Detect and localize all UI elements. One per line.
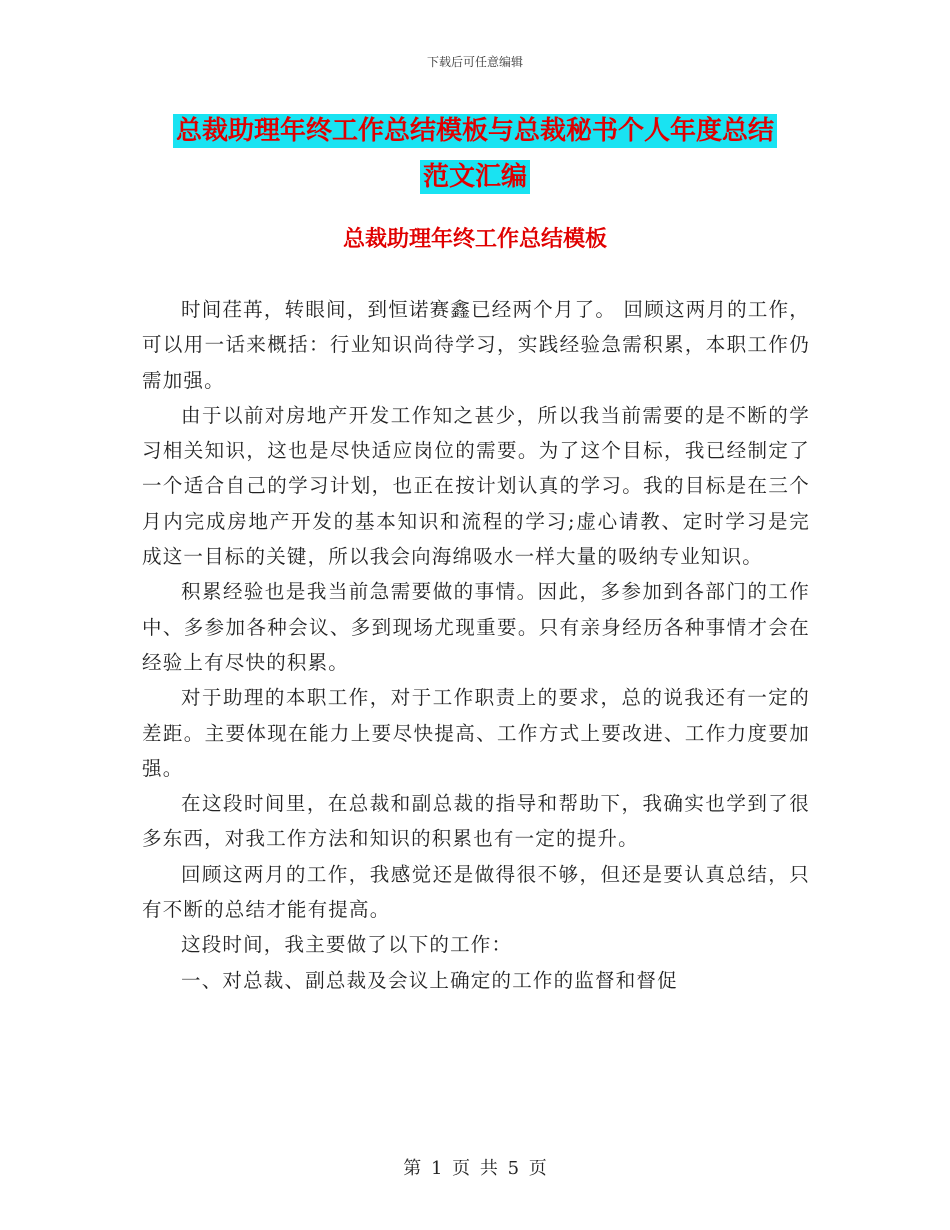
document-title <box>120 108 830 200</box>
section-title: 总裁助理年终工作总结模板 <box>342 227 607 252</box>
header-note: 下载后可任意编辑 <box>426 55 523 69</box>
title-line-1: 总裁助理年终工作总结模板与总裁秘书个人年度总结 <box>173 114 777 148</box>
document-body <box>142 292 810 998</box>
paragraph: 这段时间，我主要做了以下的工作： <box>181 933 513 957</box>
paragraph: 一、对总裁、副总裁及会议上确定的工作的监督和督促 <box>181 968 678 992</box>
paragraph: 积累经验也是我当前急需要做的事情。因此，多参加到各部门的工作中、多参加各种会议、多到现场尤现重要。只有亲身经历各种事情才会在经验上有尽快的积累。 <box>142 580 810 674</box>
paragraph: 在这段时间里，在总裁和副总裁的指导和帮助下，我确实也学到了很多东西，对我工作方法和知识的积累也有一定的提升。 <box>142 792 810 851</box>
paragraph: 回顾这两月的工作，我感觉还是做得很不够，但还是要认真总结，只有不断的总结才能有提高。 <box>142 862 810 922</box>
paragraph: 时间荏苒，转眼间，到恒诺赛鑫已经两个月了。 回顾这两月的工作，可以用一话来概括：行业知识尚待学习，实践经验急需积累，本职工作仍需加强。 <box>142 298 810 392</box>
paragraph: 对于助理的本职工作，对于工作职责上的要求，总的说我还有一定的差距。主要体现在能力上要尽快提高、工作方式上要改进、工作力度要加强。 <box>142 686 810 780</box>
page-footer: 第 1 页 共 5 页 <box>403 1158 547 1179</box>
paragraph: 由于以前对房地产开发工作知之甚少，所以我当前需要的是不断的学习相关知识，这也是尽快适应岗位的需要。为了这个目标，我已经制定了一个适合自己的学习计划，也正在按计划认真的学习。我的目标是在三个月内完成房地产开发的基本知识和流程的学习;虚心请教、定时学习是完成这一目标的关键，所以我会向海绵吸水一样大量的吸纳专业知识。 <box>142 403 810 569</box>
title-line-2: 范文汇编 <box>420 160 530 194</box>
